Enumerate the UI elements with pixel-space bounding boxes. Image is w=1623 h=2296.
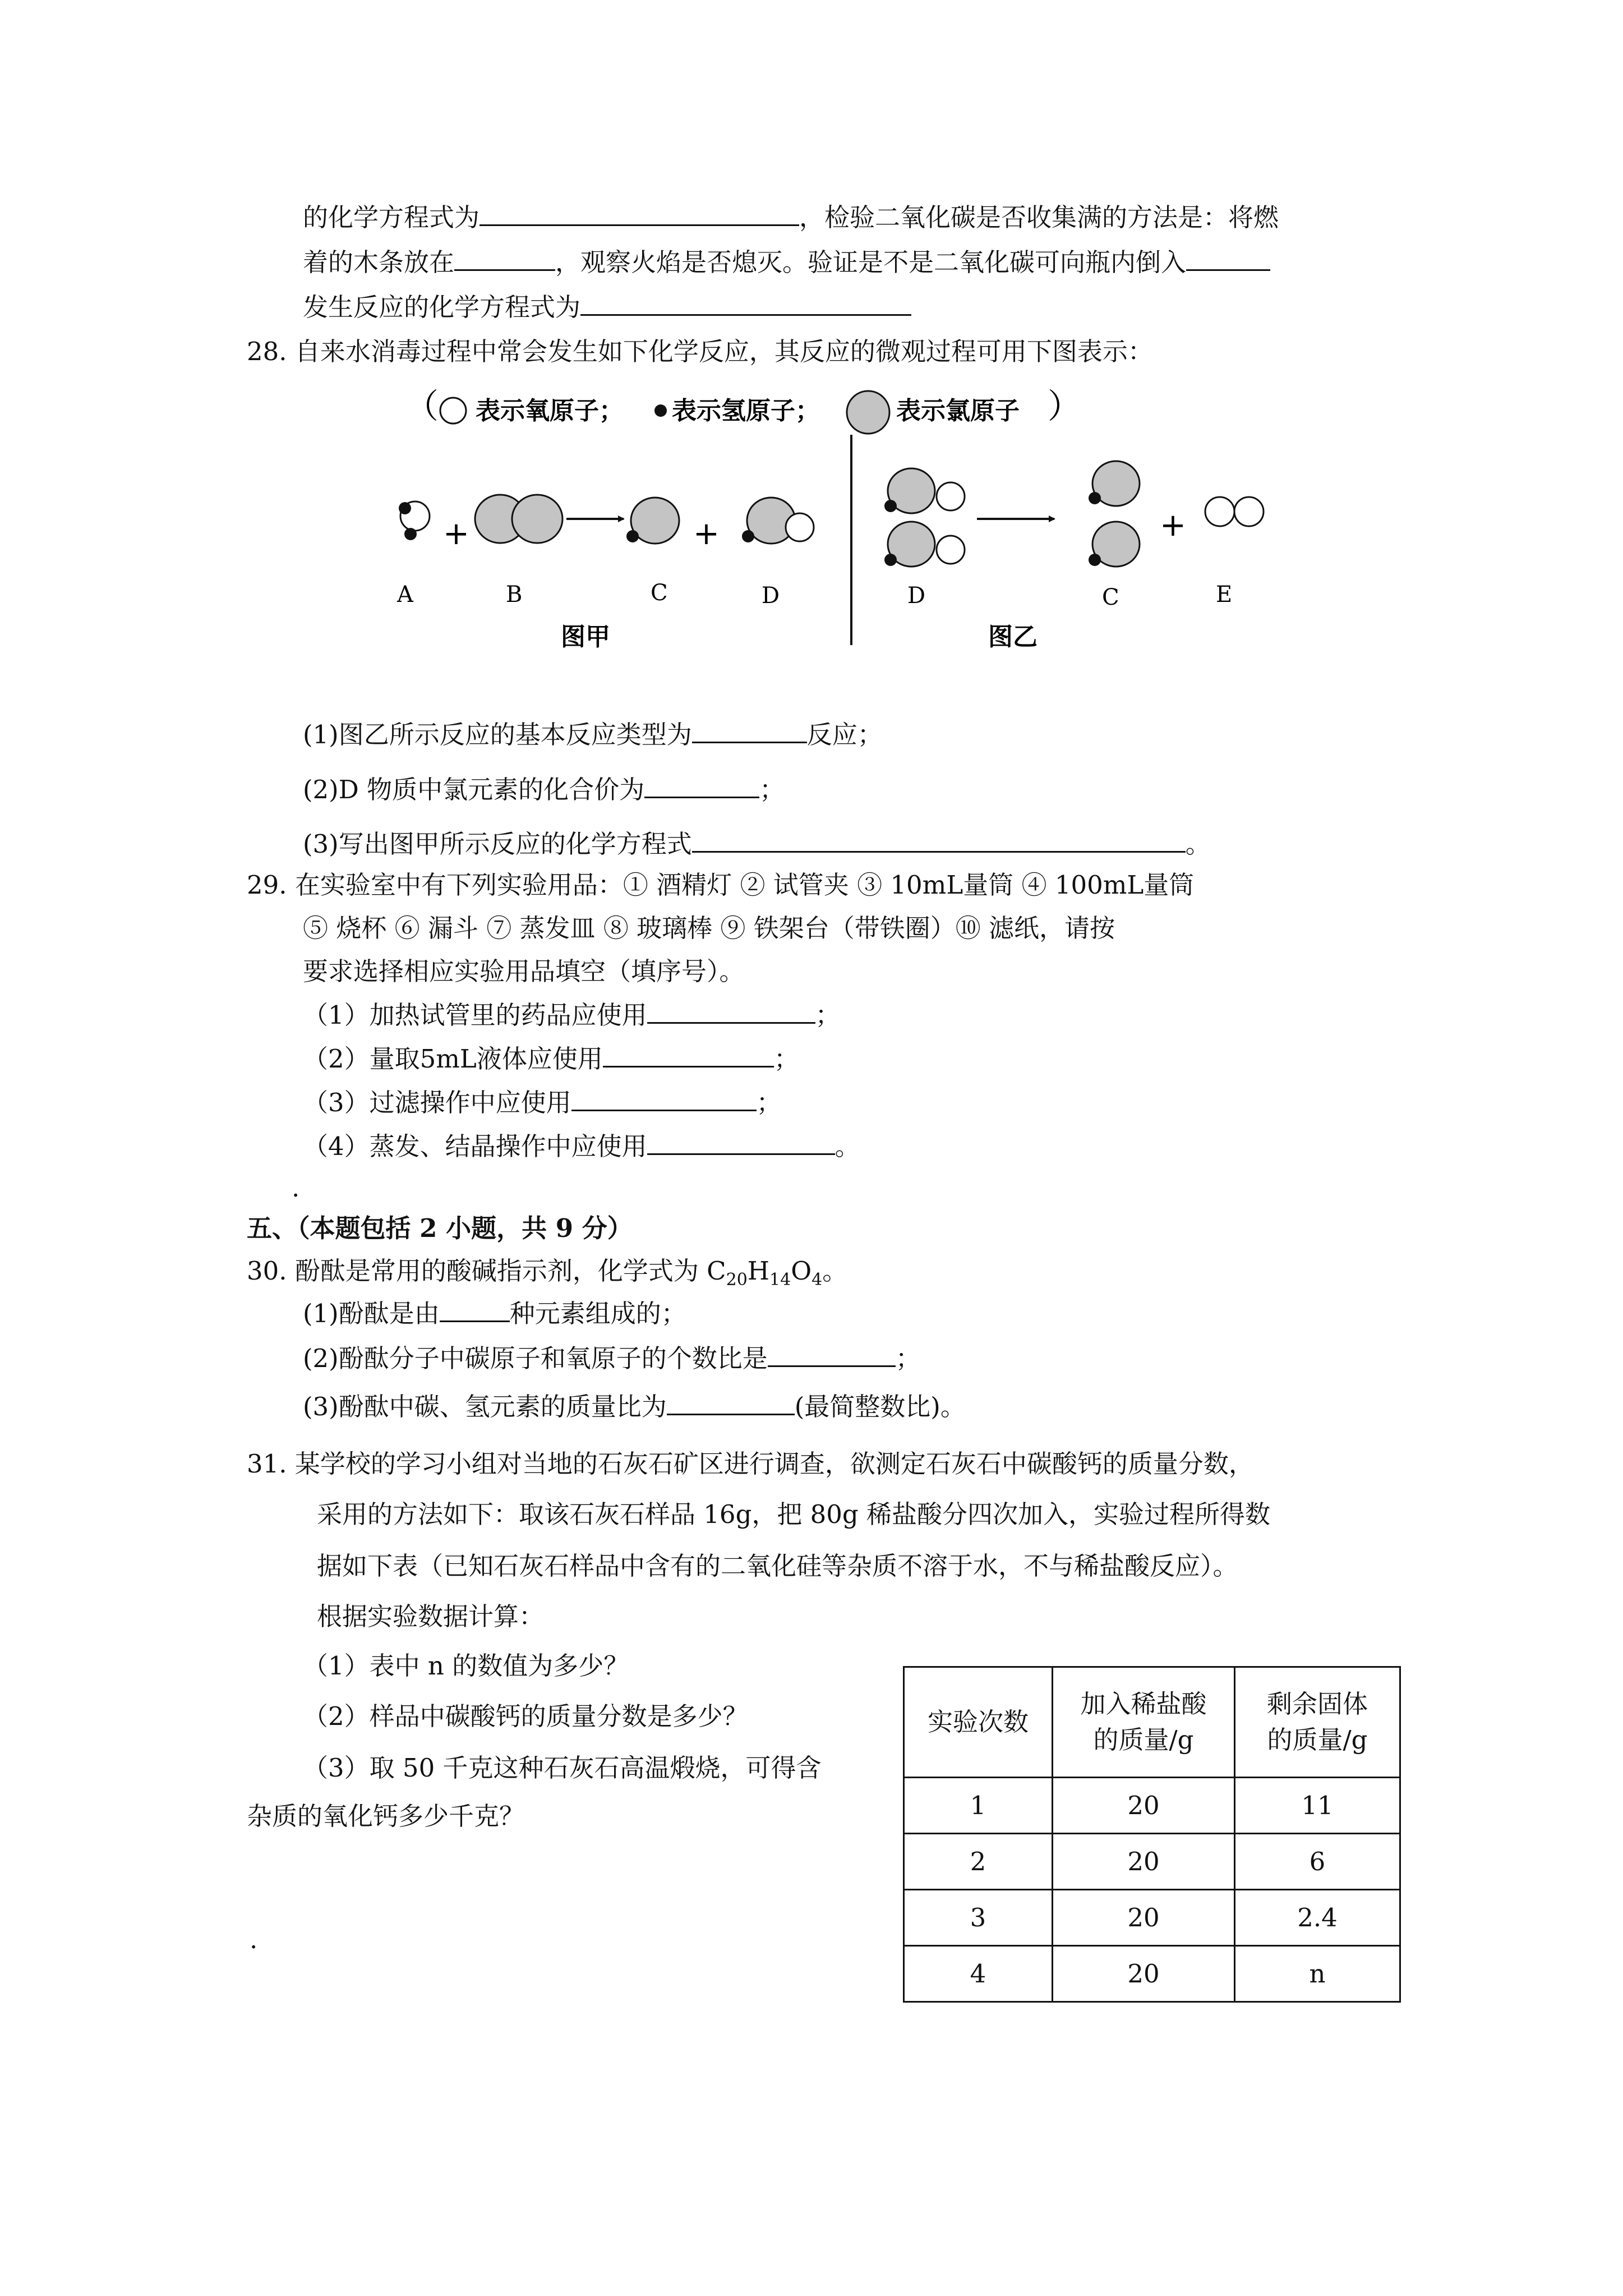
hydrogen-atom-icon [654,404,667,417]
q29-line2: ⑤ 烧杯 ⑥ 漏斗 ⑦ 蒸发皿 ⑧ 玻璃棒 ⑨ 铁架台（带铁圈）⑩ 滤纸，请按 [303,913,1115,943]
table-cell: n [1235,1946,1400,2002]
q27-line2-end: ，观察火焰是否熄灭。验证是不是二氧化碳可向瓶内倒入 [555,247,1187,277]
legend-open-paren: （ [405,387,439,426]
label-d-left: D [762,583,780,609]
q30-sub2 [303,1342,921,1375]
plus-sign-1: + [443,516,469,552]
section-5-title: 五、（本题包括 2 小题，共 9 分） [247,1213,633,1243]
q29-sub4-text: （4）蒸发、结晶操作中应使用 [303,1131,647,1161]
q28-reaction-type-blank[interactable] [692,718,807,743]
q30-stem [247,1254,847,1297]
molecule-b [475,495,562,543]
legend-hydrogen-label: 表示氢原子； [672,397,820,425]
q29-sub2 [303,1042,799,1076]
q30-sub3-end: (最简整数比)。 [794,1392,966,1421]
chlorine-atom-icon [847,391,889,434]
table-cell: 2 [904,1834,1053,1890]
table-row [904,1834,1400,1890]
q28-stem: 28. 自来水消毒过程中常会发生如下化学反应，其反应的微观过程可用下图表示： [247,337,1153,366]
q29-sub1-text: （1）加热试管里的药品应使用 [303,1000,647,1030]
table-cell: 20 [1053,1778,1235,1834]
table-header-row [904,1667,1400,1778]
stray-dot-2: . [250,1925,258,1954]
q27-line3-text: 发生反应的化学方程式为 [303,292,581,322]
q29-sub1 [303,999,841,1032]
table-cell: 6 [1235,1834,1400,1890]
q31-sub3b: 杂质的氧化钙多少千克？ [247,1801,525,1831]
q29-sub4 [303,1130,860,1163]
q31-sub3a: （3）取 50 千克这种石灰石高温煅烧，可得含 [303,1753,822,1783]
table-cell: 3 [904,1890,1053,1946]
q28-sub3-text: (3)写出图甲所示反应的化学方程式 [303,829,692,859]
caption-figure-b: 图乙 [988,623,1038,651]
label-a: A [397,582,413,608]
q28-legend [405,387,1081,434]
q31-line1: 31. 某学校的学习小组对当地的石灰石矿区进行调查，欲测定石灰石中碳酸钙的质量分数， [247,1449,1254,1479]
q29-filter-blank[interactable] [571,1086,757,1111]
molecule-a [399,501,430,540]
molecule-d-right-2 [884,522,965,567]
label-c-right: C [1102,585,1119,610]
q31-line3: 据如下表（已知石灰石样品中含有的二氧化硅等杂质不溶于水，不与稀盐酸反应）。 [317,1551,1238,1581]
plus-sign-3: + [1160,507,1186,544]
molecule-d-left [742,498,814,544]
q28-sub2-end: ； [759,775,785,804]
molecule-c-right-2 [1089,522,1140,567]
q28-sub3 [303,827,1211,861]
table-header-residue: 剩余固体 的质量/g [1235,1667,1400,1778]
table-row [904,1946,1400,2002]
q29-sub2-end: ； [773,1044,799,1074]
q29-sub2-text: （2）量取5mL液体应使用 [303,1044,603,1074]
formula-h-subscript: 14 [769,1270,791,1290]
q31-line2: 采用的方法如下：取该石灰石样品 16g，把 80g 稀盐酸分四次加入，实验过程所得数 [317,1499,1271,1529]
table-header-trial: 实验次数 [904,1667,1053,1778]
molecule-d-right-1 [884,468,965,513]
label-c-left: C [651,580,668,606]
q29-heating-blank[interactable] [647,999,815,1024]
q28-valence-blank[interactable] [644,773,759,798]
q30-ratio-blank[interactable] [768,1342,896,1367]
table-cell: 4 [904,1946,1053,2002]
plus-sign-2: + [693,516,720,552]
legend-close-paren: ） [1048,387,1081,426]
q29-sub3-text: （3）过滤操作中应使用 [303,1088,571,1117]
molecule-c-right-1 [1089,461,1140,506]
q30-sub1 [303,1297,686,1331]
q30-elements-blank[interactable] [440,1297,510,1322]
q31-sub1: （1）表中 n 的数值为多少？ [303,1651,629,1681]
table-cell: 20 [1053,1946,1235,2002]
q29-sub3-end: ； [756,1088,782,1117]
q27-position-blank[interactable] [454,246,555,271]
legend-chlorine-label: 表示氯原子 [896,397,1020,425]
table-cell: 11 [1235,1778,1400,1834]
q27-line3 [303,291,911,324]
q28-sub1-text: (1)图乙所示反应的基本反应类型为 [303,720,692,749]
formula-c-subscript: 20 [726,1270,748,1290]
q28-equation-blank[interactable] [692,827,1186,853]
q30-sub1-end: 种元素组成的； [509,1299,686,1328]
q27-line2-start: 着的木条放在 [303,247,455,277]
table-cell: 2.4 [1235,1890,1400,1946]
stray-dot-1: . [292,1173,300,1203]
label-d-right: D [907,583,926,609]
q30-sub2-text: (2)酚酞分子中碳原子和氧原子的个数比是 [303,1343,768,1373]
molecule-c-left [626,498,679,544]
molecule-e [1205,497,1264,526]
q27-line2 [303,246,1270,279]
q30-mass-ratio-blank[interactable] [667,1390,795,1415]
q29-measure-blank[interactable] [603,1042,774,1068]
q27-equation-blank[interactable] [479,201,799,226]
q29-line3: 要求选择相应实验用品填空（填序号）。 [303,956,745,986]
label-e: E [1216,582,1233,608]
q27-reagent-blank[interactable] [1186,246,1270,271]
q29-sub3 [303,1086,782,1120]
q30-sub1-text: (1)酚酞是由 [303,1299,440,1328]
q28-reaction-diagram [0,381,1623,718]
q28-sub1 [303,718,883,752]
q27-line1-start: 的化学方程式为 [303,203,480,232]
q27-line1 [303,201,1279,234]
formula-h: H [747,1256,770,1286]
q29-sub1-end: ； [815,1000,841,1030]
oxygen-atom-icon [440,398,466,424]
label-b: B [506,582,523,608]
q27-reaction-blank[interactable] [580,291,911,316]
q30-stem-text: 30. 酚酞是常用的酸碱指示剂，化学式为 C [247,1256,726,1286]
q28-sub3-end: 。 [1185,829,1211,859]
table-row [904,1778,1400,1834]
q28-sub2 [303,773,785,807]
q31-line4: 根据实验数据计算： [317,1602,545,1631]
q29-line1: 29. 在实验室中有下列实验用品：① 酒精灯 ② 试管夹 ③ 10mL量筒 ④ 100mL量筒 [247,870,1195,900]
q29-evaporate-blank[interactable] [647,1130,835,1155]
formula-o-subscript: 4 [811,1270,823,1290]
q29-sub4-end: 。 [834,1131,860,1161]
table-cell: 20 [1053,1834,1235,1890]
legend-oxygen-label: 表示氧原子； [476,397,624,425]
q31-sub2: （2）样品中碳酸钙的质量分数是多少？ [303,1701,748,1731]
q28-sub1-end: 反应； [806,720,883,749]
experiment-data-table [903,1666,1401,2003]
q30-sub3-text: (3)酚酞中碳、氢元素的质量比为 [303,1392,667,1421]
q27-line1-end: ，检验二氧化碳是否收集满的方法是：将燃 [799,203,1279,232]
q28-sub2-text: (2)D 物质中氯元素的化合价为 [303,775,645,804]
table-header-acid: 加入稀盐酸 的质量/g [1053,1667,1235,1778]
table-cell: 1 [904,1778,1053,1834]
caption-figure-a: 图甲 [561,623,610,651]
q30-sub3 [303,1390,966,1424]
q30-sub2-end: ； [895,1343,921,1373]
table-row [904,1890,1400,1946]
table-cell: 20 [1053,1890,1235,1946]
q30-stem-end: 。 [822,1256,848,1286]
formula-o: O [791,1256,812,1286]
